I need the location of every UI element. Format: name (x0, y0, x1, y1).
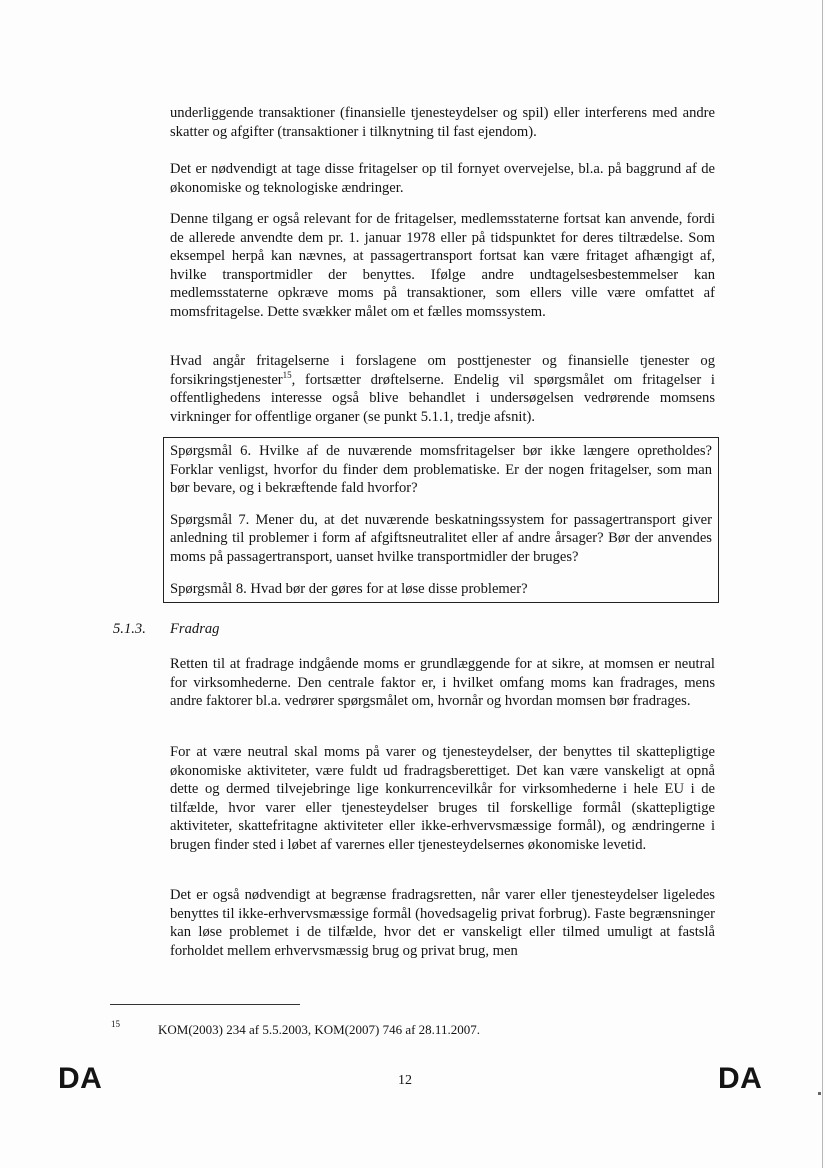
question-8: Spørgsmål 8. Hvad bør der gøres for at løse disse problemer? (170, 580, 528, 597)
paragraph-7: Det er også nødvendigt at begrænse fradragsretten, når varer eller tjenesteydelser ligeledes benyttes til ikke-erhvervsmæssige formål (hovedsagelig privat forbrug). Faste begrænsninger kan løse problemet i de tilfælde, hvor det er vanskeligt eller tilmed umuligt at fastslå forholdet mellem erhvervsmæssig brug og privat brug, men (170, 887, 715, 959)
paragraph-4-text-a: Hvad angår fritagelserne i forslagene om posttjenester og finansielle tjenester og forsikringstjenester (170, 353, 715, 388)
paragraph-1: underliggende transaktioner (finansielle tjenesteydelser og spil) eller interferens med andre skatter og afgifter (transaktioner i tilknytning til fast ejendom). (170, 105, 715, 140)
question-7: Spørgsmål 7. Mener du, at det nuværende beskatningssystem for passagertransport giver anledning til problemer i form af afgiftsneutralitet eller af andre årsager? Bør der anvendes moms på passagertransport, uanset hvilke transportmidler der bruges? (170, 511, 712, 565)
page-number: 12 (398, 1073, 412, 1088)
paragraph-4-text-b: , fortsætter drøftelserne. Endelig vil spørgsmålet om fritagelser i offentlighedens interesse også blive behandlet i undersøgelsen vedrørende momsens virkninger for offentlige organer (se punkt 5.1.1, tredje afsnit). (170, 371, 715, 425)
paragraph-2: Det er nødvendigt at tage disse fritagelser op til fornyet overvejelse, bl.a. på baggrund af de økonomiske og teknologiske ændringer. (170, 161, 715, 196)
section-number: 5.1.3. (113, 621, 146, 637)
question-6: Spørgsmål 6. Hvilke af de nuværende momsfritagelser bør ikke længere opretholdes? Forklar venligst, hvorfor du finder dem problematiske. Er der nogen fritagelser, som man bør bevare, og i bekræftende fald hvorfor? (170, 443, 712, 497)
scan-mark (818, 1092, 821, 1095)
footnote-divider (110, 1004, 300, 1005)
scan-edge-line (822, 0, 823, 1168)
paragraph-5: Retten til at fradrage indgående moms er grundlæggende for at sikre, at momsen er neutral for virksomhederne. Den centrale faktor er, i hvilket omfang moms kan fradrages, mens andre faktorer bl.a. vedrører spørgsmålet om, hvornår og hvordan momsen bør fradrages. (170, 656, 715, 710)
section-title: Fradrag (170, 621, 220, 637)
language-code-left: DA (58, 1062, 103, 1095)
footnote-text: KOM(2003) 234 af 5.5.2003, KOM(2007) 746 af 28.11.2007. (158, 1022, 480, 1037)
paragraph-4 (170, 352, 715, 426)
paragraph-3: Denne tilgang er også relevant for de fritagelser, medlemsstaterne fortsat kan anvende, fordi de allerede anvendte dem pr. 1. januar 1978 eller på tidspunktet for deres tiltrædelse. Som eksempel herpå kan nævnes, at passagertransport fortsat kan være fritaget afhængigt af, hvilke transportmidler der benyttes. Ifølge andre undtagelsesbestemmelser kan medlemsstaterne opkræve moms på transaktioner, som ellers ville være omfattet af momsfritagelse. Dette svækker målet om et fælles momssystem. (170, 211, 715, 320)
footnote-number: 15 (111, 1019, 120, 1029)
paragraph-6: For at være neutral skal moms på varer og tjenesteydelser, der benyttes til skattepligtige økonomiske aktiviteter, være fuldt ud fradragsberettiget. Det kan være vanskeligt at opnå dette og dermed tilvejebringe lige konkurrencevilkår for virksomhederne i hele EU i de tilfælde, hvor varer eller tjenesteydelser bruges til forskellige formål (skattepligtige aktiviteter, skattefritagne aktiviteter eller ikke-erhvervsmæssige formål), og ændringerne i brugen finder sted i løbet af varernes eller tjenesteydelsernes økonomiske levetid. (170, 744, 715, 853)
questions-box (163, 437, 719, 603)
language-code-right: DA (718, 1062, 763, 1095)
footnote-reference[interactable]: 15 (282, 369, 292, 380)
